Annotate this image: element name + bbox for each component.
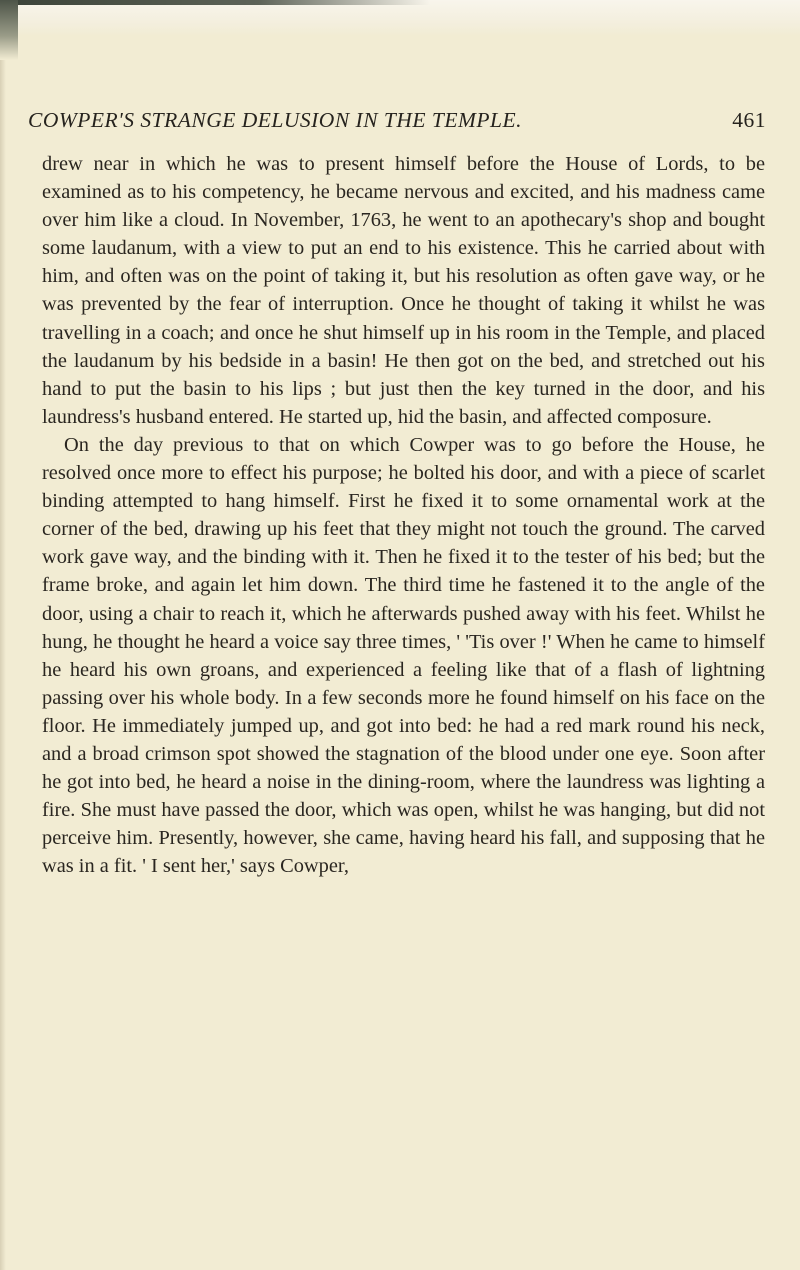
page-edge-shadow bbox=[0, 0, 430, 5]
page-gutter-shadow bbox=[0, 60, 6, 1270]
page-top-margin bbox=[0, 0, 800, 36]
paragraph-1: drew near in which he was to present himself before the House of Lords, to be examined as to his competency, he became nervous and excited, and his madness came over him like a cloud. In November, 1763, he went to an apothecary's shop and bought some laudanum, with a view to put an end to his existence. This he carried about with him, and often was on the point of taking it, but his resolution as often gave way, or he was prevented by the fear of interruption. Once he thought of taking it whilst he was travelling in a coach; and once he shut himself up in his room in the Temple, and placed the laudanum by his bedside in a basin! He then got on the bed, and stretched out his hand to put the basin to his lips ; but just then the key turned in the door, and his laundress's husband entered. He started up, hid the basin, and affected composure. bbox=[42, 153, 765, 428]
paragraph-2: On the day previous to that on which Cowper was to go before the House, he resolved once more to effect his purpose; he bolted his door, and with a piece of scarlet binding attempted to hang himself. First he fixed it to some ornamental work at the corner of the bed, drawing up his feet that they might not touch the ground. The carved work gave way, and the binding with it. Then he fixed it to the tester of his bed; but the frame broke, and again let him down. The third time he fastened it to the angle of the door, using a chair to reach it, which he afterwards pushed away with his feet. Whilst he hung, he thought he heard a voice say three times, ' 'Tis over !' When he came to himself he heard his own groans, and experienced a feeling like that of a flash of lightning passing over his whole body. In a few seconds more he found himself on his face on the floor. He immediately jumped up, and got into bed: he had a red mark round his neck, and a broad crimson spot showed the stagnation of the blood under one eye. Soon after he got into bed, he heard a noise in the dining-room, where the laundress was lighting a fire. She must have passed the door, which was open, whilst he was hanging, but did not perceive him. Presently, however, she came, having heard his fall, and supposing that he was in a fit. ' I sent her,' says Cowper, bbox=[42, 433, 765, 878]
body-text bbox=[42, 150, 765, 880]
running-head-title: COWPER'S STRANGE DELUSION IN THE TEMPLE. bbox=[28, 108, 523, 132]
page-corner-shadow bbox=[0, 0, 18, 60]
running-head bbox=[28, 108, 768, 140]
page-number: 461 bbox=[732, 108, 766, 132]
